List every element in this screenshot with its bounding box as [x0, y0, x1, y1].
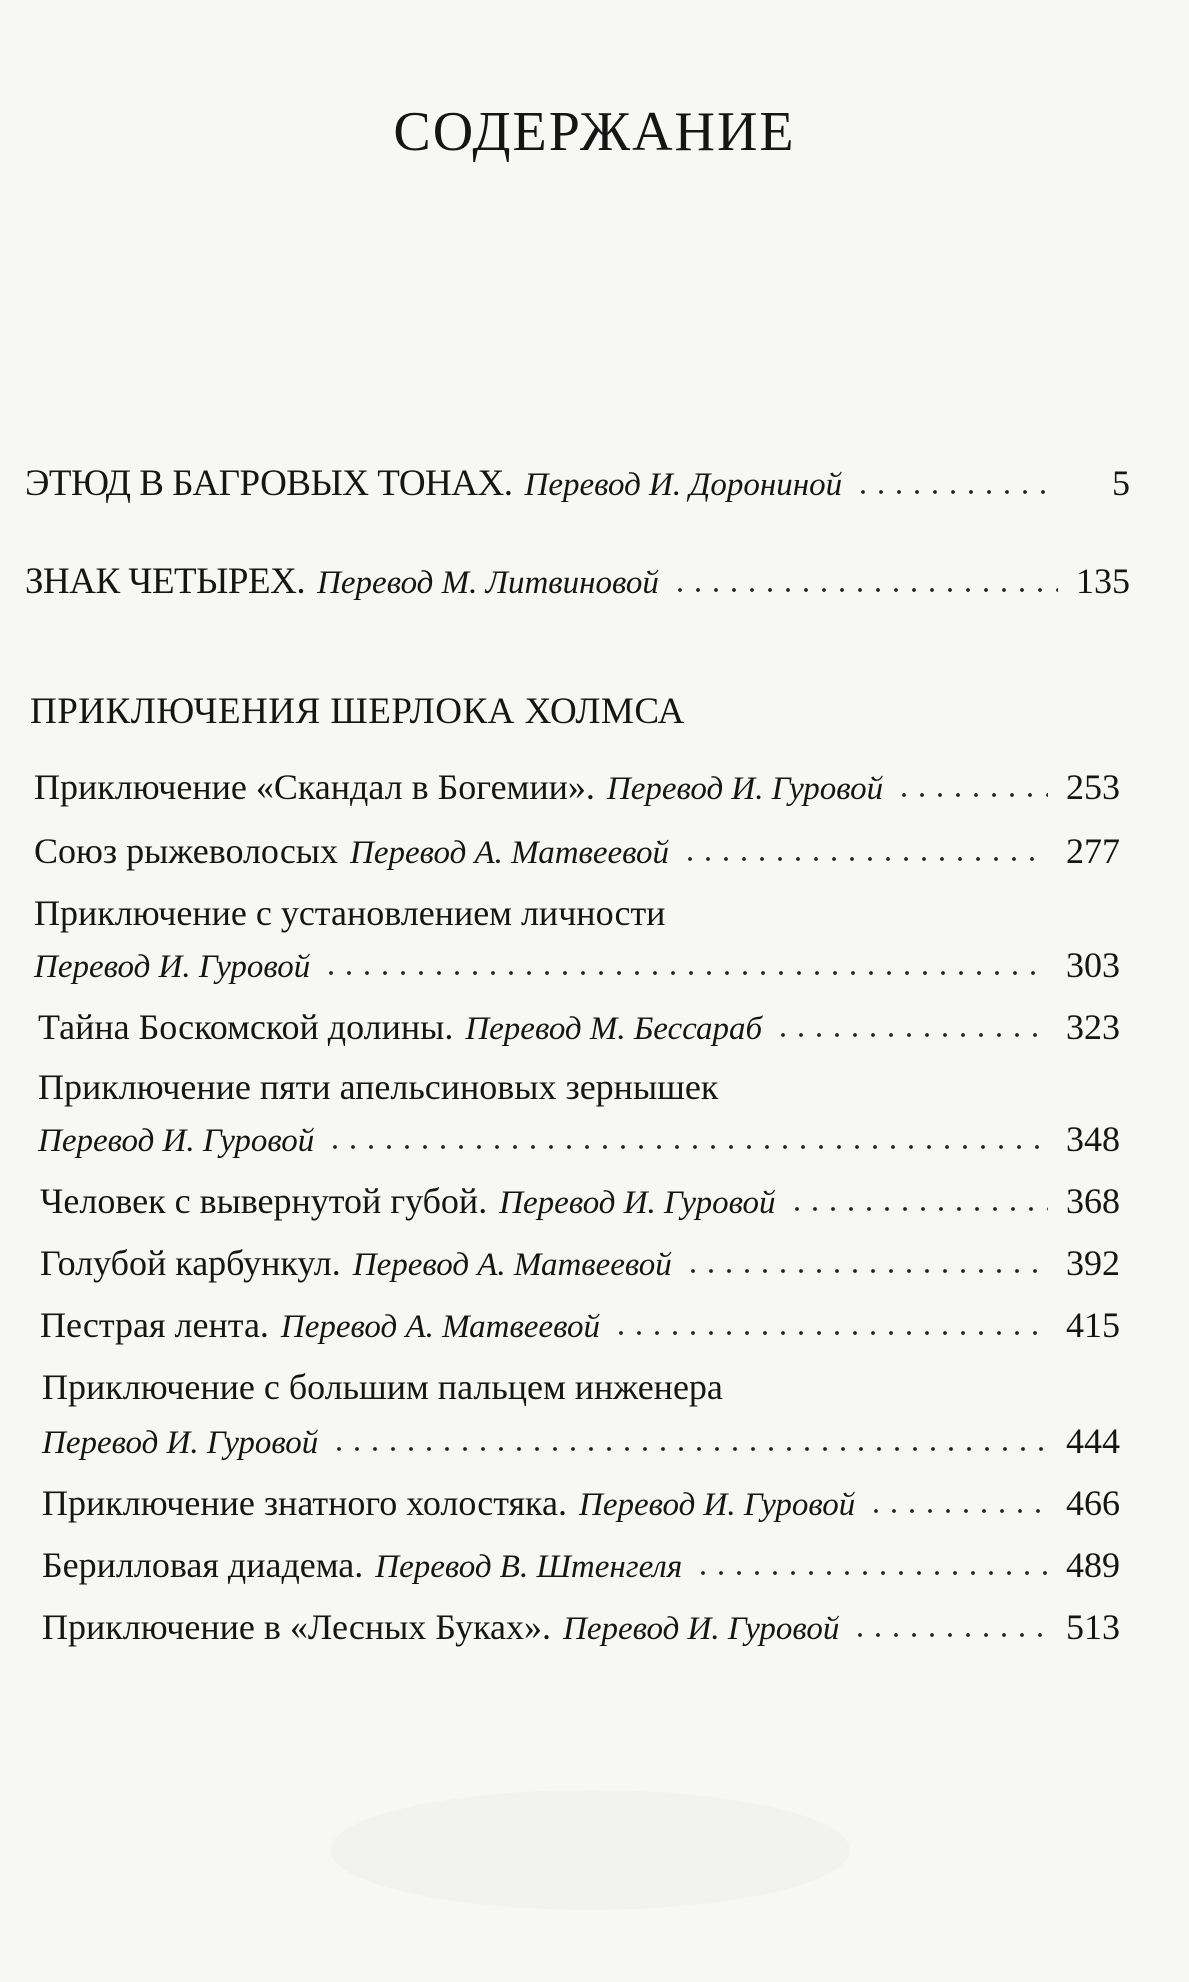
toc-entry [40, 1242, 1120, 1284]
toc-entry [34, 766, 1120, 808]
entry-translator: Перевод А. Матвеевой [350, 835, 670, 871]
toc-entry [40, 1180, 1120, 1222]
dot-leader [671, 585, 1058, 595]
entry-translator: Перевод А. Матвеевой [280, 1309, 600, 1345]
entry-translator: Перевод И. Гуровой [578, 1487, 856, 1523]
entry-translator: Перевод М. Бессараб [465, 1011, 763, 1047]
dot-leader [854, 487, 1058, 497]
dot-leader [681, 854, 1048, 864]
entry-translator: Перевод И. Гуровой [42, 1425, 319, 1461]
entry-translator: Перевод И. Гуровой [563, 1611, 840, 1647]
toc-entry [40, 1304, 1120, 1346]
entry-translator: Перевод И. Гуровой [499, 1185, 776, 1221]
dot-leader [851, 1630, 1048, 1640]
dot-leader [326, 1142, 1048, 1152]
entry-title: Приключение с большим пальцем инженера [42, 1367, 723, 1407]
entry-translator: Перевод И. Гуровой [606, 771, 884, 807]
toc-entry [42, 1606, 1120, 1648]
toc-entry [25, 560, 1130, 603]
entry-translator: Перевод А. Матвеевой [352, 1247, 672, 1283]
dot-leader [684, 1266, 1048, 1276]
entry-translator: Перевод М. Литвиновой [317, 565, 659, 601]
dot-leader [867, 1506, 1048, 1516]
toc-entry [34, 830, 1120, 872]
entry-title: Голубой карбункул. [40, 1243, 341, 1283]
entry-title: ЭТЮД В БАГРОВЫХ ТОНАХ. [25, 463, 513, 504]
entry-page-number: 135 [1076, 561, 1130, 601]
entry-title: Пестрая лента. [40, 1305, 269, 1345]
toc-entry [38, 1006, 1120, 1048]
entry-page-number: 5 [1112, 463, 1130, 503]
entry-translator: Перевод И. Гуровой [34, 949, 311, 985]
entry-page-number: 277 [1066, 831, 1120, 871]
entry-translator: Перевод И. Гуровой [38, 1123, 315, 1159]
entry-page-number: 513 [1066, 1607, 1120, 1647]
toc-entry [25, 462, 1130, 505]
entry-page-number: 415 [1066, 1305, 1120, 1345]
toc-entry [34, 944, 1120, 986]
entry-page-number: 489 [1066, 1545, 1120, 1585]
toc-entry [42, 1482, 1120, 1524]
entry-translator: Перевод И. Дорониной [524, 467, 843, 503]
dot-leader [694, 1568, 1048, 1578]
dot-leader [612, 1328, 1048, 1338]
dot-leader [895, 790, 1048, 800]
entry-title: Приключение пяти апельсиновых зернышек [38, 1067, 719, 1107]
show-through-smudge [330, 1790, 850, 1910]
entry-page-number: 348 [1066, 1119, 1120, 1159]
entry-title: Приключение «Скандал в Богемии». [34, 767, 595, 807]
toc-entry [38, 1118, 1120, 1160]
entry-title: Союз рыжеволосых [34, 831, 338, 871]
toc-entry [42, 1420, 1120, 1462]
entry-title: Приключение знатного холостяка. [42, 1483, 567, 1523]
entry-page-number: 253 [1066, 767, 1120, 807]
toc-entry [42, 1544, 1120, 1586]
dot-leader [322, 968, 1048, 978]
entry-title: Приключение с установлением личности [34, 893, 666, 933]
entry-title: ЗНАК ЧЕТЫРЕХ. [25, 561, 306, 602]
entry-page-number: 303 [1066, 945, 1120, 985]
dot-leader [774, 1030, 1048, 1040]
entry-title: Приключение в «Лесных Буках». [42, 1607, 552, 1647]
entry-title: Человек с вывернутой губой. [40, 1181, 488, 1221]
section-heading: ПРИКЛЮЧЕНИЯ ШЕРЛОКА ХОЛМСА [30, 691, 685, 732]
entry-page-number: 444 [1066, 1421, 1120, 1461]
entry-page-number: 392 [1066, 1243, 1120, 1283]
entry-title: Берилловая диадема. [42, 1545, 364, 1585]
dot-leader [788, 1204, 1049, 1214]
dot-leader [330, 1444, 1048, 1454]
entry-page-number: 323 [1066, 1007, 1120, 1047]
entry-page-number: 466 [1066, 1483, 1120, 1523]
entry-title: Тайна Боскомской долины. [38, 1007, 454, 1047]
entry-translator: Перевод В. Штенгеля [375, 1549, 683, 1585]
page-title: СОДЕРЖАНИЕ [393, 101, 796, 163]
entry-page-number: 368 [1066, 1181, 1120, 1221]
